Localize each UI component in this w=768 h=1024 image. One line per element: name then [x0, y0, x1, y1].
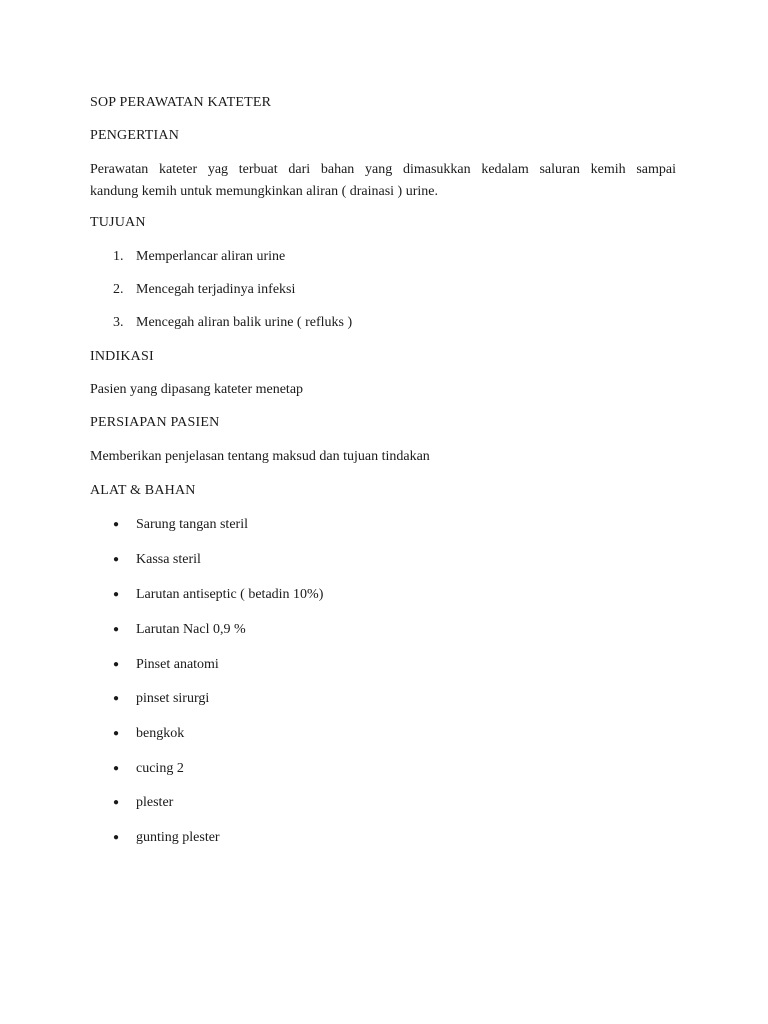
- bullet-item-text: Larutan Nacl 0,9 %: [136, 622, 246, 637]
- document-title: SOP PERAWATAN KATETER: [90, 95, 272, 110]
- bullet-item-text: plester: [136, 795, 174, 810]
- bullet-item-text: Pinset anatomi: [136, 657, 219, 672]
- bullet-icon: ●: [113, 797, 120, 808]
- bullet-item: [113, 585, 323, 605]
- bullet-item-text: pinset sirurgi: [136, 691, 210, 706]
- paragraph-pengertian: [90, 159, 676, 203]
- bullet-item: [113, 828, 220, 848]
- paragraph-pengertian-line-1: Perawatan kateter yag terbuat dari bahan yang dimasukkan kedalam saluran kemih sampai: [90, 162, 676, 177]
- bullet-item-text: gunting plester: [136, 830, 220, 845]
- bullet-item-text: cucing 2: [136, 761, 184, 776]
- heading-tujuan: TUJUAN: [90, 215, 146, 230]
- list-item: [113, 280, 295, 300]
- list-item: [113, 247, 285, 267]
- heading-alat-bahan: ALAT & BAHAN: [90, 483, 196, 498]
- list-item-number: 1.: [113, 249, 124, 264]
- bullet-item: [113, 655, 219, 675]
- bullet-item-text: Larutan antiseptic ( betadin 10%): [136, 587, 324, 602]
- bullet-icon: ●: [113, 832, 120, 843]
- bullet-icon: ●: [113, 624, 120, 635]
- list-item-text: Memperlancar aliran urine: [136, 249, 286, 264]
- list-item-number: 3.: [113, 315, 124, 330]
- bullet-item: [113, 550, 201, 570]
- heading-persiapan-pasien: PERSIAPAN PASIEN: [90, 415, 220, 430]
- bullet-icon: ●: [113, 554, 120, 565]
- list-item-text: Mencegah terjadinya infeksi: [136, 282, 296, 297]
- bullet-item: [113, 793, 173, 813]
- bullet-icon: ●: [113, 693, 120, 704]
- text-persiapan-pasien: Memberikan penjelasan tentang maksud dan tujuan tindakan: [90, 449, 430, 464]
- bullet-icon: ●: [113, 763, 120, 774]
- bullet-item: [113, 689, 209, 709]
- list-item-number: 2.: [113, 282, 124, 297]
- bullet-item: [113, 724, 184, 744]
- paragraph-pengertian-line-2: kandung kemih untuk memungkinkan aliran ( drainasi ) urine.: [90, 184, 438, 199]
- bullet-icon: ●: [113, 589, 120, 600]
- heading-pengertian: PENGERTIAN: [90, 128, 180, 143]
- list-item-text: Mencegah aliran balik urine ( refluks ): [136, 315, 353, 330]
- bullet-item-text: bengkok: [136, 726, 185, 741]
- bullet-icon: ●: [113, 728, 120, 739]
- bullet-item: [113, 759, 184, 779]
- bullet-item-text: Kassa steril: [136, 552, 201, 567]
- bullet-item: [113, 620, 246, 640]
- heading-indikasi: INDIKASI: [90, 349, 154, 364]
- bullet-icon: ●: [113, 519, 120, 530]
- bullet-icon: ●: [113, 659, 120, 670]
- bullet-item-text: Sarung tangan steril: [136, 517, 248, 532]
- text-indikasi: Pasien yang dipasang kateter menetap: [90, 382, 304, 397]
- bullet-item: [113, 515, 248, 535]
- list-item: [113, 313, 352, 333]
